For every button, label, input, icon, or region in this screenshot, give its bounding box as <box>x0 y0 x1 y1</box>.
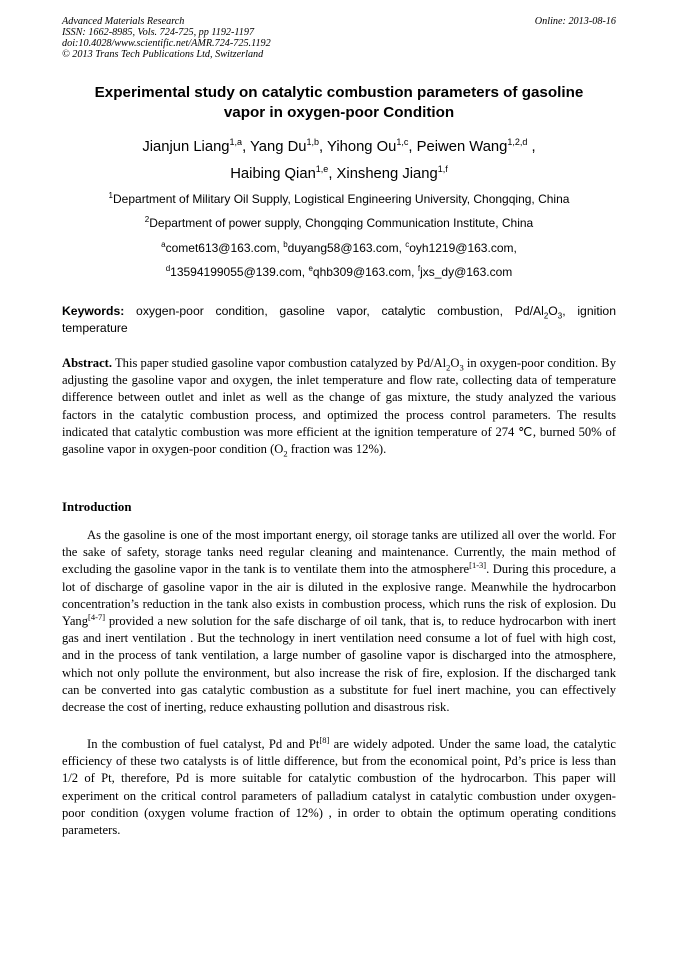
author-separator: , <box>527 139 536 155</box>
author-name: Xinsheng Jiang <box>336 166 438 182</box>
paragraph-text: . During this procedure, a lot of discharge of gasoline vapor in the air is diluted in the explosive range. Meanwhile the hydrocarbon concentration’s reduction in the tank also exists in combustion process, which runs the risk of explosion. Du Yang <box>62 562 616 629</box>
subscript: 2 <box>283 448 288 459</box>
author-affiliation-mark: 1,b <box>306 137 320 148</box>
header-citation <box>62 16 271 60</box>
section-heading-introduction: Introduction <box>62 500 132 514</box>
paragraph-text: As the gasoline is one of the most important energy, oil storage tanks are utilized all over the world. For the sake of safety, storage tanks need regular cleaning and maintenance. Currently, the main method of excluding the gasoline vapor in the tank is to ventilate them into the atmosphere <box>62 528 616 577</box>
abstract <box>62 355 616 458</box>
paper-title <box>62 83 616 123</box>
email-address[interactable]: comet613@163.com, <box>165 241 284 255</box>
abstract-text: This paper studied gasoline vapor combustion catalyzed by Pd/Al <box>112 356 447 370</box>
email-address[interactable]: jxs_dy@163.com <box>420 265 513 279</box>
author-affiliation-mark: 1,a <box>229 137 243 148</box>
citation-ref[interactable]: [4-7] <box>88 611 106 622</box>
email-address[interactable]: oyh1219@163.com, <box>409 241 517 255</box>
author-line-1 <box>62 137 616 157</box>
author-name: Peiwen Wang <box>416 139 508 155</box>
author-name: Haibing Qian <box>230 166 316 182</box>
author-line-2 <box>62 164 616 184</box>
email-line-2 <box>62 264 616 280</box>
affiliation-text: Department of Military Oil Supply, Logistical Engineering University, Chongqing, China <box>113 192 570 206</box>
author-separator: , <box>408 139 417 155</box>
abstract-text: in oxygen-poor condition. By adjusting the gasoline vapor and oxygen, the inlet temperature and flow rate, collecting data of temperature difference between outlet and inlet as well as the change of gas mixture, the study analyzed the various factors in the catalytic combustion process, and optimized the process control parameters. The results indicated that catalytic combustion was more efficient at the ignition temperature of 274 ℃, burned 50% of gasoline vapor in oxygen-poor condition (O <box>62 356 616 457</box>
issn: ISSN: 1662-8985, Vols. 724-725, pp 1192-1197 <box>62 27 255 38</box>
author-affiliation-mark: 1,f <box>437 164 448 175</box>
affiliation-1 <box>62 191 616 207</box>
keywords-text: , ignition temperature <box>62 304 616 335</box>
copyright: © 2013 Trans Tech Publications Ltd, Switzerland <box>62 49 264 60</box>
affiliation-mark: 2 <box>144 215 150 224</box>
introduction-paragraph-1 <box>62 527 616 716</box>
author-separator: , <box>242 139 251 155</box>
keywords-text: oxygen-poor condition, gasoline vapor, catalytic combustion, Pd/Al <box>136 304 544 318</box>
subscript: 2 <box>543 311 549 321</box>
doi: doi:10.4028/www.scientific.net/AMR.724-725.1192 <box>62 38 271 49</box>
online-date: Online: 2013-08-16 <box>534 16 616 27</box>
introduction-paragraph-2 <box>62 736 616 839</box>
author-name: Yang Du <box>250 139 307 155</box>
email-mark: c <box>405 240 410 249</box>
keywords-text: O <box>548 304 558 318</box>
email-mark: a <box>161 240 166 249</box>
author-affiliation-mark: 1,c <box>396 137 409 148</box>
subscript: 2 <box>446 362 451 373</box>
paragraph-text: are widely adpoted. Under the same load, the catalytic efficiency of these two catalysts is of little difference, but from the economical point, Pd’s price is less than 1/2 of Pt, therefore, Pd is more suitable for catalytic combustion of the hydrocarbon. This paper will experiment on the critical control parameters of palladium catalyst in catalytic combustion under oxygen-poor condition (oxygen volume fraction of 12%) , in order to obtain the optimum operating conditions parameters. <box>62 737 616 838</box>
paragraph-text: In the combustion of fuel catalyst, Pd and Pt <box>87 737 320 751</box>
email-mark: b <box>283 240 288 249</box>
abstract-label: Abstract. <box>62 356 113 370</box>
author-name: Jianjun Liang <box>142 139 230 155</box>
subscript: 3 <box>459 362 464 373</box>
author-separator: , <box>319 139 328 155</box>
email-address[interactable]: duyang58@163.com, <box>287 241 406 255</box>
author-affiliation-mark: 1,e <box>315 164 329 175</box>
email-mark: f <box>417 264 421 273</box>
title-line-1: Experimental study on catalytic combustion parameters of gasoline <box>94 84 584 101</box>
citation-ref[interactable]: [8] <box>319 734 330 745</box>
keywords <box>62 303 616 337</box>
citation-ref[interactable]: [1-3] <box>469 560 487 571</box>
abstract-text: fraction was 12%). <box>287 442 387 457</box>
email-line-1 <box>62 240 616 256</box>
abstract-text: O <box>450 356 460 370</box>
author-name: Yihong Ou <box>327 139 397 155</box>
affiliation-2 <box>62 215 616 231</box>
keywords-label: Keywords: <box>62 304 125 318</box>
subscript: 3 <box>557 311 563 321</box>
affiliation-text: Department of power supply, Chongqing Communication Institute, China <box>149 216 534 230</box>
email-address[interactable]: 13594199055@139.com, <box>170 265 309 279</box>
email-mark: d <box>165 264 171 273</box>
email-address[interactable]: qhb309@163.com, <box>312 265 418 279</box>
journal-name: Advanced Materials Research <box>62 16 185 27</box>
email-mark: e <box>308 264 313 273</box>
affiliation-mark: 1 <box>108 191 113 200</box>
author-separator: , <box>328 166 337 182</box>
title-line-2: vapor in oxygen-poor Condition <box>223 104 455 121</box>
paragraph-text: provided a new solution for the safe discharge of oil tank, that is, to reduce hydrocarbon with inert gas and inert ventilation . But the technology in inert ventilation need consume a lot of fuel with high cost, and in the process of tank ventilation, a large number of gasoline vapor is discharged into the atmosphere, which not only pollute the environment, but also increase the risk of fire, explosion. If the discharged tank can be converted into gas catalytic combustion as a substitute for fuel inert machine, you can effectively decrease the cost of inerting, reduce exhausting pollution and disastrous risk. <box>62 614 616 715</box>
author-affiliation-mark: 1,2,d <box>507 137 528 148</box>
